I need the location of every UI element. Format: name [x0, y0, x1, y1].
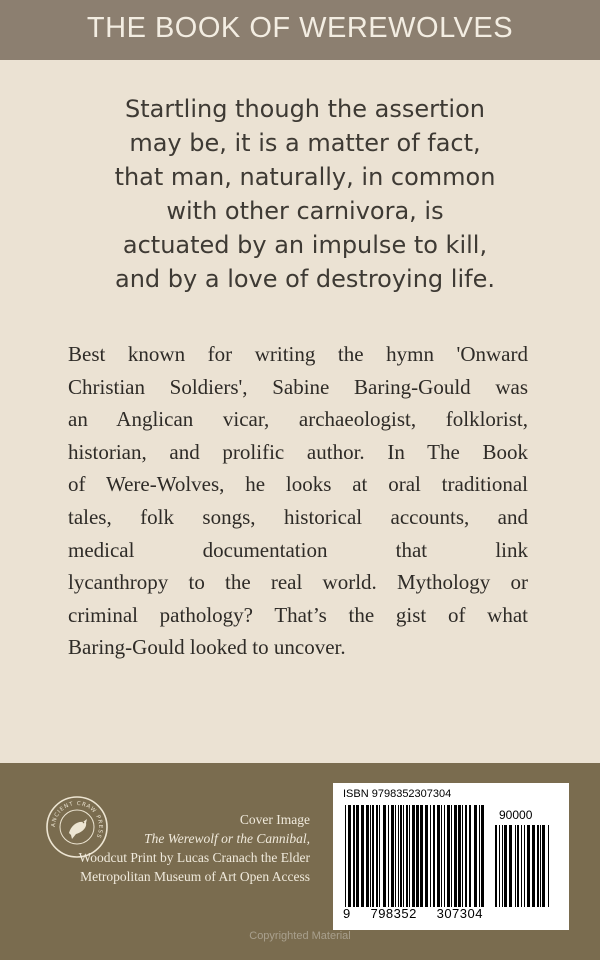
- barcode-bar: [537, 825, 539, 907]
- barcode-bar: [474, 805, 477, 907]
- barcode-bar: [406, 805, 408, 907]
- quote-line: that man, naturally, in common: [114, 163, 496, 191]
- barcode-bar: [391, 805, 394, 907]
- barcode-bar: [540, 825, 541, 907]
- barcode-bar: [458, 805, 461, 907]
- barcode-label: [333, 783, 569, 930]
- barcode-bar: [454, 805, 457, 907]
- barcode-bar: [504, 825, 507, 907]
- barcode-bar: [403, 805, 404, 907]
- price-code: 90000: [499, 808, 533, 822]
- description-line: Christian Soldiers', Sabine Baring-Gould was: [68, 374, 528, 399]
- barcode-bar: [532, 825, 535, 907]
- barcode-bar: [542, 825, 545, 907]
- barcode-digits-left: 798352: [370, 906, 417, 921]
- description-line: criminal pathology? That’s the gist of what: [68, 602, 528, 627]
- barcode-bar: [430, 805, 431, 907]
- cover-image-credit: [10, 810, 310, 886]
- quote-line: with other carnivora, is: [166, 197, 444, 225]
- epigraph-quote: [60, 92, 550, 296]
- credit-artist: Woodcut Print by Lucas Cranach the Elder: [78, 850, 310, 865]
- barcode-bar: [376, 805, 378, 907]
- book-title: THE BOOK OF WEREWOLVES: [86, 12, 514, 44]
- barcode-bar: [409, 805, 410, 907]
- description-line: an Anglican vicar, archaeologist, folklorist,: [68, 407, 528, 432]
- barcode-bar: [370, 805, 371, 907]
- barcode-bar: [447, 805, 450, 907]
- quote-line: may be, it is a matter of fact,: [129, 129, 481, 157]
- description-line: medical documentation that link: [68, 537, 528, 562]
- publisher-logo-text: ANCIENT CRAW PRESS: [50, 800, 104, 840]
- barcode-bar: [412, 805, 415, 907]
- description-line: lycanthropy to the real world. Mythology or: [68, 570, 528, 595]
- barcode-bar: [502, 825, 503, 907]
- isbn-text: ISBN 9798352307304: [343, 788, 452, 800]
- barcode-bar: [420, 805, 423, 907]
- quote-line: actuated by an impulse to kill,: [122, 231, 488, 259]
- barcode-bar: [521, 825, 522, 907]
- barcode-bar: [366, 805, 369, 907]
- quote-line: Startling though the assertion: [125, 95, 485, 123]
- barcode-bar: [379, 805, 380, 907]
- credit-artwork-title: The Werewolf or the Cannibal,: [144, 831, 310, 846]
- credit-heading: Cover Image: [239, 812, 310, 827]
- barcode-bar: [348, 805, 351, 907]
- barcode-bar: [469, 805, 471, 907]
- barcode-bar: [383, 805, 386, 907]
- barcode-bar: [479, 805, 480, 907]
- barcode-bar: [433, 805, 435, 907]
- barcode-bar: [548, 825, 549, 907]
- description-line: Baring-Gould looked to uncover.: [68, 635, 346, 660]
- barcode-bar: [465, 805, 467, 907]
- barcode-bar: [515, 825, 516, 907]
- barcode-bar: [361, 805, 364, 907]
- barcode-bar: [395, 805, 396, 907]
- barcode-bar: [499, 825, 500, 907]
- copyright-watermark: Copyrighted Material: [249, 930, 351, 942]
- description-line: tales, folk songs, historical accounts, and: [68, 504, 528, 529]
- price-barcode: [495, 825, 557, 907]
- description-line: of Were-Wolves, he looks at oral traditional: [68, 472, 528, 497]
- quote-line: and by a love of destroying life.: [115, 265, 495, 293]
- barcode-bar: [527, 825, 530, 907]
- barcode-bar: [425, 805, 428, 907]
- barcode-bar: [416, 805, 419, 907]
- barcode-bar: [462, 805, 463, 907]
- book-description: [68, 338, 528, 664]
- barcode-bar: [444, 805, 445, 907]
- description-line: Best known for writing the hymn 'Onward: [68, 342, 528, 366]
- barcode-digit-prefix: 9: [343, 906, 351, 921]
- barcode-digits: [343, 906, 483, 921]
- barcode-bar: [372, 805, 374, 907]
- barcode-bar: [451, 805, 452, 907]
- barcode-bar: [495, 825, 497, 907]
- isbn-barcode: [345, 805, 485, 907]
- barcode-bar: [441, 805, 442, 907]
- barcode-bar: [481, 805, 484, 907]
- barcode-digits-right: 307304: [436, 906, 483, 921]
- title-band: [0, 0, 600, 60]
- barcode-bar: [524, 825, 525, 907]
- barcode-bar: [509, 825, 512, 907]
- description-line: historian, and prolific author. In The Book: [68, 439, 528, 464]
- barcode-bar: [517, 825, 519, 907]
- barcode-bar: [398, 805, 399, 907]
- barcode-bar: [437, 805, 440, 907]
- barcode-bar: [400, 805, 402, 907]
- barcode-bar: [388, 805, 389, 907]
- barcode-bar: [345, 805, 346, 907]
- barcode-bar: [356, 805, 359, 907]
- barcode-bar: [353, 805, 355, 907]
- credit-source: Metropolitan Museum of Art Open Access: [80, 869, 310, 884]
